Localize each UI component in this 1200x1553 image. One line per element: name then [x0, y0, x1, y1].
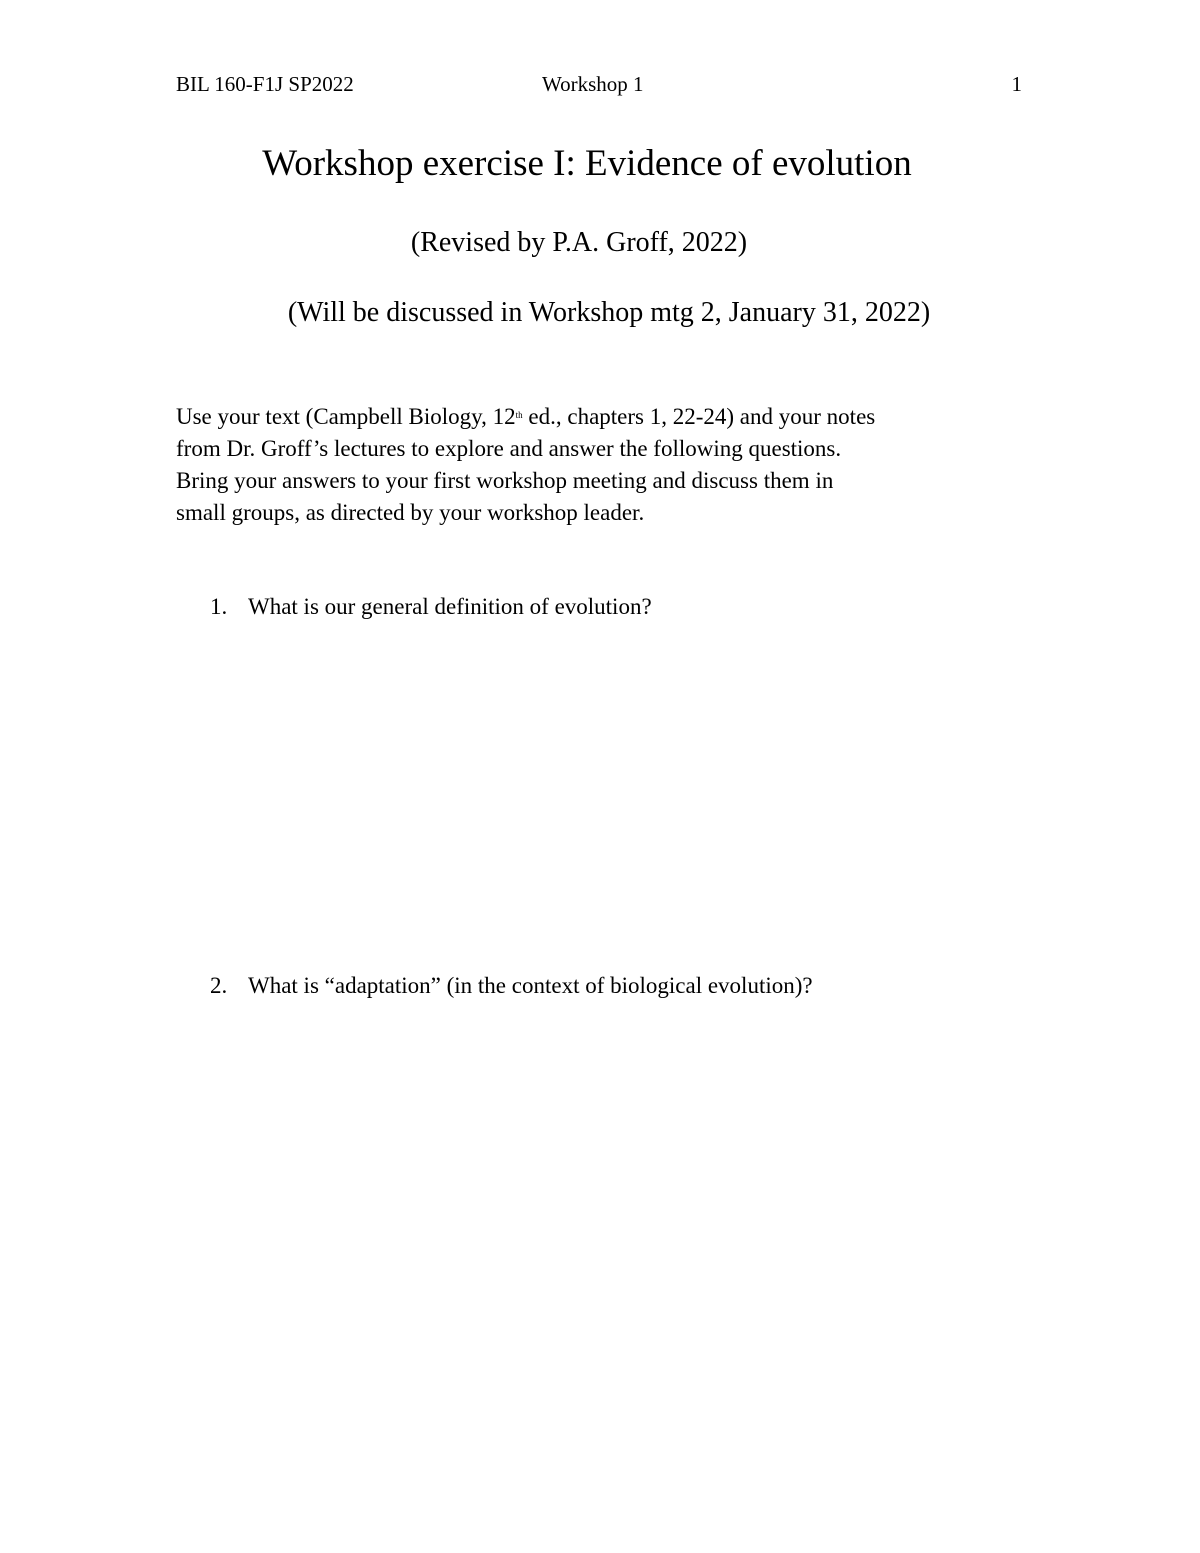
header-course: BIL 160-F1J SP2022 — [176, 72, 354, 96]
question-2 — [210, 970, 813, 1002]
intro-line-2: from Dr. Groff’s lectures to explore and answer the following questions. — [176, 436, 842, 461]
question-number: 1. — [210, 594, 228, 619]
question-number: 2. — [210, 973, 228, 998]
meeting-note: (Will be discussed in Workshop mtg 2, January 31, 2022) — [287, 297, 931, 328]
question-text: What is our general definition of evolution? — [248, 594, 652, 619]
intro-line-4: small groups, as directed by your workshop leader. — [176, 500, 645, 525]
intro-line-1-start: Use your text (Campbell Biology, 12 — [176, 404, 516, 429]
ordinal-superscript: th — [515, 410, 523, 420]
header-section: Workshop 1 — [542, 72, 644, 96]
revision-note: (Revised by P.A. Groff, 2022) — [410, 227, 748, 258]
header-page-number: 1 — [1011, 72, 1022, 96]
question-text: What is “adaptation” (in the context of biological evolution)? — [248, 973, 813, 998]
intro-line-1-end: ed., chapters 1, 22-24) and your notes — [522, 404, 876, 429]
intro-paragraph — [176, 401, 1026, 529]
intro-line-1 — [176, 401, 1026, 433]
page-title: Workshop exercise I: Evidence of evolution — [262, 143, 912, 184]
question-1 — [210, 591, 652, 623]
intro-line-3: Bring your answers to your first workshop meeting and discuss them in — [176, 468, 834, 493]
